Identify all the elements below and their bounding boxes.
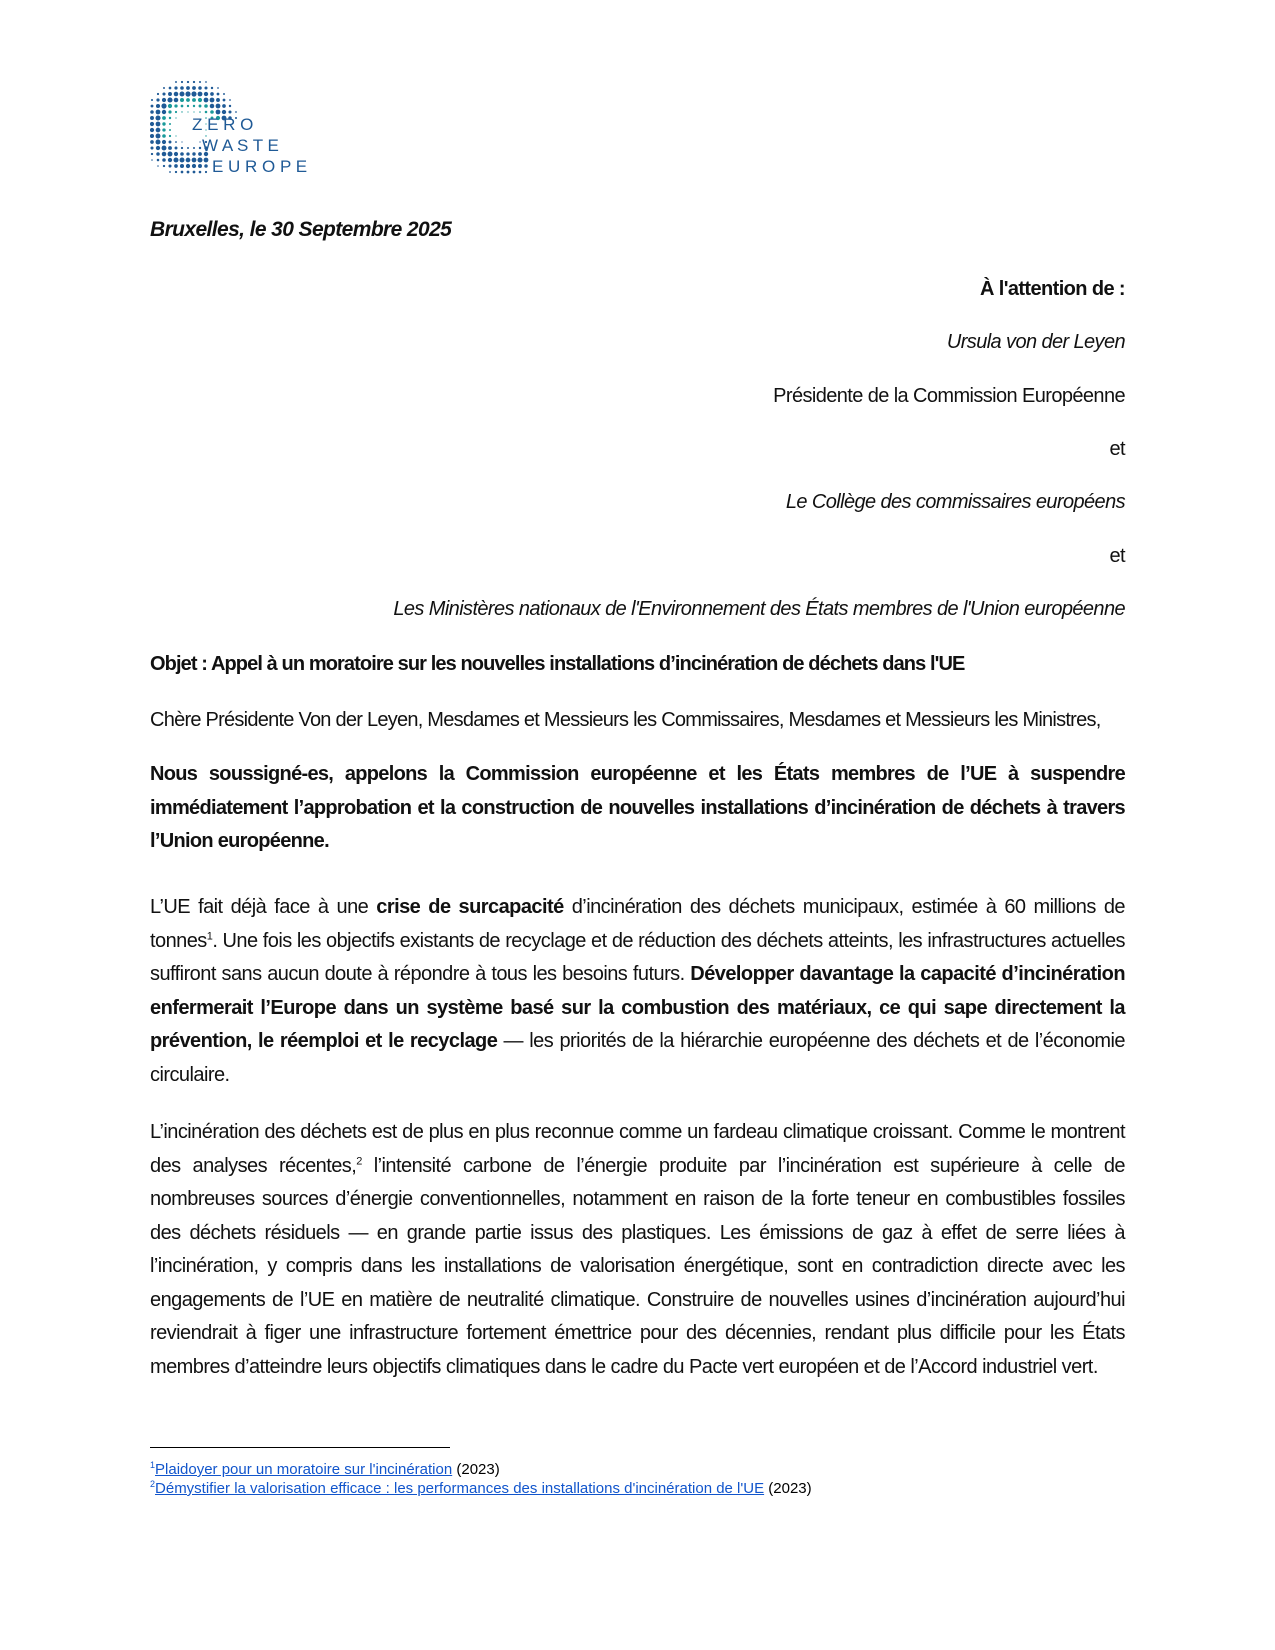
logo-dot	[168, 104, 172, 108]
logo-dot	[162, 158, 166, 162]
logo-dot	[181, 147, 183, 149]
logo-dot	[192, 164, 196, 168]
logo-dot	[180, 158, 185, 163]
logo-dot	[198, 164, 202, 168]
body-paragraph-climate	[150, 1116, 1125, 1384]
logo-dot	[162, 152, 167, 157]
logo-dot	[169, 87, 172, 90]
logo-dot	[150, 134, 154, 138]
letter-subject: Objet : Appel à un moratoire sur les nouvelles installations d’incinération de déchets dans l'UE	[150, 653, 965, 675]
logo-dot	[186, 98, 190, 102]
logo-dot	[180, 86, 184, 90]
logo-dot	[205, 81, 207, 83]
footnote-year: (2023)	[452, 1461, 500, 1478]
logo-dot	[150, 146, 153, 149]
logo-dot	[169, 123, 171, 125]
logo-dot	[174, 104, 177, 107]
logo-dot	[222, 104, 226, 108]
logo-dot	[193, 81, 195, 83]
logo-dot	[157, 165, 159, 167]
text: L’UE fait déjà face à une	[150, 896, 377, 918]
logo-dot	[151, 105, 154, 108]
logo-dot	[168, 158, 172, 162]
logo-dot	[187, 105, 189, 107]
footnote-link[interactable]: Plaidoyer pour un moratoire sur l'incinération	[155, 1461, 453, 1478]
logo-dot	[156, 140, 161, 145]
body-paragraph-surcapacity	[150, 891, 1125, 1092]
logo-dot	[199, 105, 202, 108]
footnote-number: 1	[150, 1460, 156, 1470]
footnote-separator	[150, 1447, 450, 1448]
logo-dot	[192, 152, 195, 155]
logo-dot	[180, 92, 185, 97]
logo-dot	[174, 86, 177, 89]
logo-dot	[191, 91, 196, 96]
logo-dot	[193, 147, 195, 149]
logo-dot	[199, 141, 200, 142]
logo-dot	[156, 134, 161, 139]
logo-dot	[157, 159, 160, 162]
logo-dot	[150, 140, 154, 144]
logo-dot	[223, 99, 226, 102]
logo-dot	[162, 122, 165, 125]
logo-dot	[162, 92, 165, 95]
logo-graphic	[150, 78, 340, 190]
logo-dot	[187, 147, 189, 149]
text: — les priorités de la hiérarchie européenne des déchets et de l’économie circulaire.	[150, 1030, 1125, 1086]
logo-dot	[175, 117, 176, 118]
text: l’intensité carbone de l’énergie produite par l’incinération est supérieure à celle de nombreuses sources d’énergie conventionnelles, notamment en raison de la forte teneur en combustibles fossiles des déchets résiduels — en grande partie issus des plastiques. Les émissions de gaz à effet de serre liées à l’incinération, y compris dans les installations de valorisation énergétique, sont en contradiction directe avec les engagements de l’UE en matière de neutralité climatique. Construire de nouvelles usines d’incinération aujourd’hui reviendrait à figer une infrastructure fortement émettrice pour des décennies, rendant plus difficile pour les États membres d’atteindre leurs objectifs climatiques dans le cadre du Pacte vert européen et de l’Accord industriel vert.	[150, 1154, 1125, 1378]
logo-dot	[181, 81, 183, 83]
logo-dot	[193, 171, 196, 174]
addressee-ministries: Les Ministères nationaux de l'Environnement des États membres de l'Union européenne	[393, 598, 1125, 620]
logo-dot	[204, 104, 208, 108]
logo-dot	[222, 110, 226, 114]
logo-dot	[199, 111, 201, 113]
addressee-conjunction: et	[1109, 545, 1125, 567]
logo-dot	[181, 105, 184, 108]
logo-dot	[186, 164, 190, 168]
logo-dot	[156, 104, 160, 108]
letter-salutation: Chère Présidente Von der Leyen, Mesdames et Messieurs les Commissaires, Mesdames et Messieurs les Ministres,	[150, 709, 1101, 731]
logo-dot	[211, 87, 213, 89]
logo-dot	[210, 98, 215, 103]
logo-dot	[205, 111, 208, 114]
logo-dot	[198, 98, 202, 102]
footnote-link[interactable]: Démystifier la valorisation efficace : les performances des installations d'incinération de l'UE	[155, 1480, 765, 1497]
logo-dot	[169, 117, 171, 119]
addressee-heading: À l'attention de :	[979, 278, 1125, 300]
logo-dot	[167, 97, 172, 102]
logo-dot	[193, 105, 195, 107]
logo-dot	[204, 86, 207, 89]
logo-dot	[229, 99, 231, 101]
logo-dot	[229, 105, 231, 107]
logo-dot	[162, 146, 167, 151]
logo-dot	[180, 98, 184, 102]
logo-dot	[168, 152, 173, 157]
logo-dot	[186, 158, 191, 163]
logo-dot	[204, 164, 208, 168]
logo-dot	[175, 147, 178, 150]
logo-dot	[198, 92, 203, 97]
logo-dot	[199, 147, 201, 149]
addressee-name: Ursula von der Leyen	[946, 331, 1125, 353]
logo-dot	[175, 141, 177, 143]
logo-dot	[204, 92, 208, 96]
logo-dot	[210, 92, 214, 96]
footnote-ref[interactable]: 1	[206, 929, 213, 942]
logo-dot	[216, 104, 221, 109]
logo-dot	[162, 128, 165, 131]
text: d’incinération des déchets municipaux, estimée à 60 millions de tonnes	[150, 896, 1125, 952]
logo-dot	[187, 111, 188, 112]
logo-dot	[157, 93, 159, 95]
logo-dot	[151, 153, 153, 155]
logo-dot	[199, 81, 201, 83]
logo-dot	[169, 135, 171, 137]
text: . Une fois les objectifs existants de recyclage et de réduction des déchets atteints, les infrastructures actuelles suffiront sans aucun doute à répondre à tous les besoins futurs.	[150, 929, 1125, 985]
logo-dot	[162, 98, 166, 102]
logo-dot	[204, 158, 209, 163]
logo-dot	[162, 134, 166, 138]
logo-dot	[210, 104, 215, 109]
logo-dot	[192, 86, 196, 90]
logo-dot	[223, 93, 225, 95]
logo-dot	[228, 110, 231, 113]
logo-dot	[204, 98, 209, 103]
logo-dot	[155, 115, 160, 120]
logo-dot	[192, 98, 196, 102]
addressee-college: Le Collège des commissaires européens	[785, 491, 1125, 513]
logo-dot	[197, 157, 202, 162]
logo-dot	[169, 129, 171, 131]
logo-dot	[168, 110, 171, 113]
logo-dot	[163, 165, 165, 167]
logo-dot	[169, 171, 171, 173]
logo-dot	[151, 99, 153, 101]
logo-word-zero: Z E R O	[192, 115, 254, 134]
footnote-ref[interactable]: 2	[356, 1154, 362, 1167]
footnote-2	[150, 1480, 812, 1497]
logo-dot	[150, 128, 154, 132]
logo-dot	[181, 171, 184, 174]
logo-dot	[150, 116, 154, 120]
logo-dot	[161, 103, 166, 108]
logo-dot	[175, 171, 177, 173]
logo-dot	[174, 152, 178, 156]
logo-dot	[151, 159, 153, 161]
letter-date: Bruxelles, le 30 Septembre 2025	[150, 218, 452, 241]
logo-dot	[168, 164, 171, 167]
logo-dot	[174, 158, 179, 163]
logo-dot	[217, 93, 220, 96]
logo-dot	[168, 92, 172, 96]
logo-dot	[210, 110, 214, 114]
logo-dot	[216, 98, 220, 102]
logo-word-europe: E U R O P E	[212, 157, 308, 176]
logo-dot	[205, 171, 207, 173]
logo-dot	[174, 98, 179, 103]
logo-dot	[180, 164, 184, 168]
logo-dot	[175, 111, 177, 113]
logo-dot	[156, 152, 160, 156]
logo-dot	[186, 86, 190, 90]
logo-dot	[168, 146, 172, 150]
logo-dot	[156, 122, 161, 127]
logo-dot	[163, 87, 165, 89]
logo-dot	[162, 116, 166, 120]
addressee-conjunction: et	[1109, 438, 1125, 460]
logo-dot	[174, 92, 179, 97]
footnote-year: (2023)	[764, 1480, 812, 1497]
logo-dot	[156, 110, 161, 115]
logo-word-waste: W A S T E	[202, 136, 279, 155]
logo-dot	[192, 158, 197, 163]
emphasis: crise de surcapacité	[376, 896, 564, 918]
logo-dot	[181, 141, 182, 142]
logo-dot	[181, 111, 182, 112]
logo-dot	[199, 171, 202, 174]
footnote-number: 2	[150, 1479, 156, 1489]
logo-dot	[216, 110, 221, 115]
logo-dot	[150, 110, 154, 114]
logo-dot	[187, 171, 190, 174]
logo-dot	[185, 91, 190, 96]
logo-dot	[198, 86, 202, 90]
logo-dot	[174, 164, 178, 168]
logo-dot	[235, 111, 237, 113]
logo-dot	[193, 111, 194, 112]
logo-dot	[175, 135, 176, 136]
logo-dot	[162, 140, 166, 144]
emphasis: Développer davantage la capacité d’incinération enfermerait l’Europe dans un système basé sur la combustion des matériaux, ce qui sape directement la prévention, le réemploi et le recyclage	[150, 963, 1125, 1052]
footnote-1	[150, 1461, 500, 1478]
text: L’incinération des déchets est de plus en plus reconnue comme un fardeau climatique croissant. Comme le montrent des analyses récentes,	[150, 1121, 1125, 1177]
logo-dot	[169, 141, 172, 144]
logo-dot	[156, 98, 159, 101]
zero-waste-europe-logo	[150, 78, 340, 190]
logo-dot	[186, 152, 189, 155]
logo-dot	[150, 122, 154, 126]
logo-dot	[217, 87, 219, 89]
logo-dot	[156, 146, 160, 150]
logo-dot	[162, 110, 166, 114]
logo-dot	[156, 128, 161, 133]
logo-dot	[180, 152, 184, 156]
addressee-title: Présidente de la Commission Européenne	[773, 385, 1125, 407]
logo-dot	[175, 81, 177, 83]
logo-dot	[187, 81, 189, 83]
intro-paragraph: Nous soussigné-es, appelons la Commission européenne et les États membres de l’UE à suspendre immédiatement l’approbation et la construction de nouvelles installations d’incinération de déchets à travers l’Union européenne.	[150, 763, 1125, 852]
